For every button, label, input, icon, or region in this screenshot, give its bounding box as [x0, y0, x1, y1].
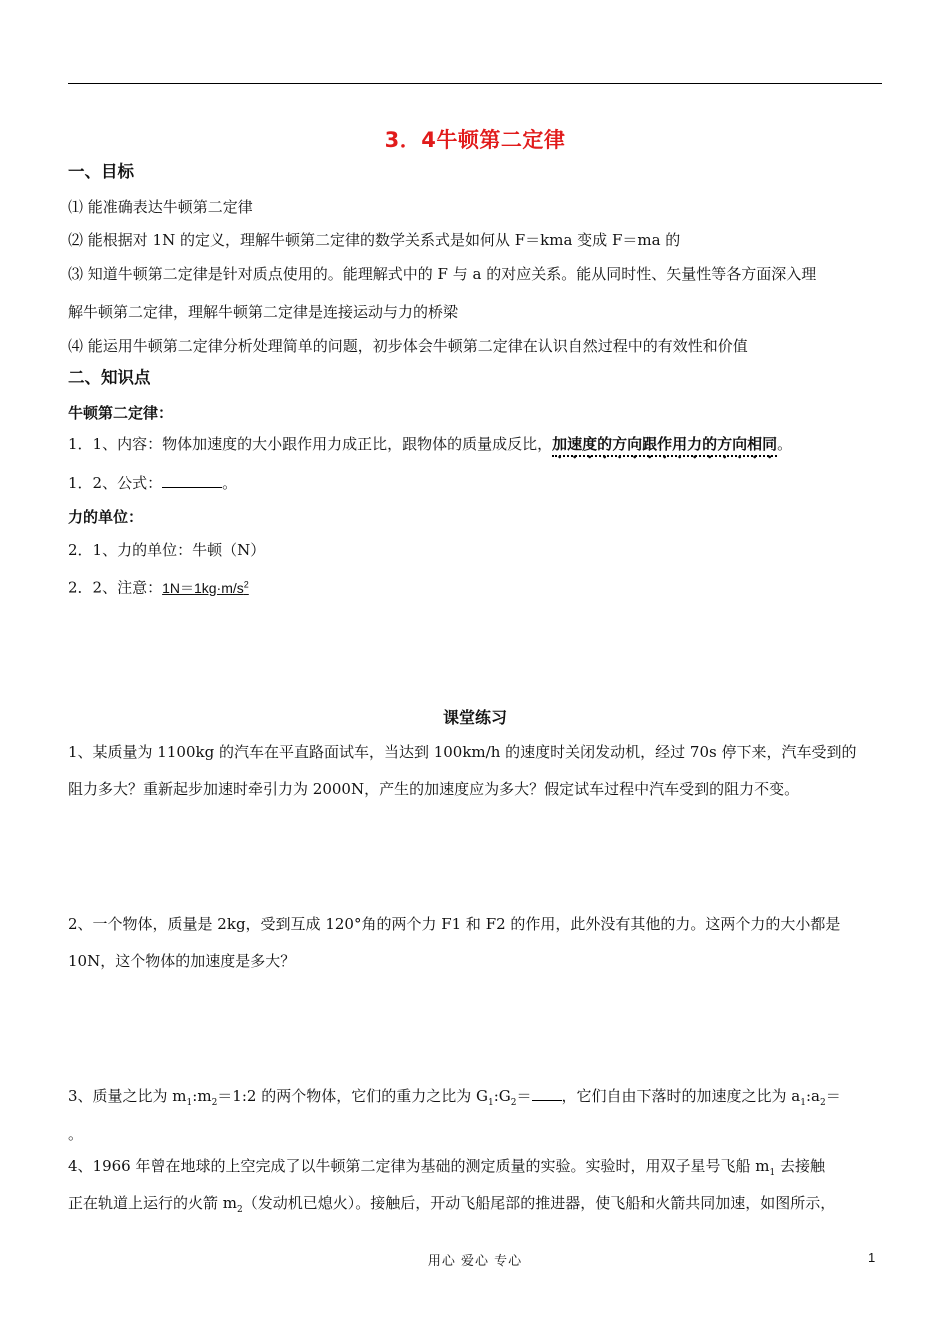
item-1-1-emphasis: 加速度的方向跟作用力的方向相同: [552, 435, 777, 457]
unit-formula-exp: 2: [243, 579, 249, 589]
goal-4: ⑷ 能运用牛顿第二定律分析处理简单的问题，初步体会牛顿第二定律在认识自然过程中的有效性和价值: [68, 337, 748, 355]
unit-formula-text: 1N＝1kg·m/s: [162, 579, 244, 596]
question-1-line-1: 1、某质量为 1100kg 的汽车在平直路面试车，当达到 100km/h 的速度时关闭发动机，经过 70s 停下来，汽车受到的: [68, 743, 857, 761]
q3-part: :a: [805, 1087, 820, 1105]
q4-sub: 1: [769, 1168, 776, 1178]
q3-part: :m: [192, 1087, 212, 1105]
q3-part: ，它们自由下落时的加速度之比为 a: [561, 1087, 801, 1105]
q3-part: 3、质量之比为 m: [68, 1087, 187, 1105]
page-footer: 用心 爱心 专心: [427, 1254, 523, 1269]
q4-part: 正在轨道上运行的火箭 m: [68, 1194, 237, 1212]
document-title: 3．4牛顿第二定律: [384, 128, 566, 152]
q4-part: 去接触: [775, 1157, 825, 1175]
question-1-line-2: 阻力多大？重新起步加速时牵引力为 2000N，产生的加速度应为多大？假定试车过程中汽车受到的阻力不变。: [68, 780, 800, 798]
item-2-1: 2．1、力的单位：牛顿（N）: [68, 541, 266, 559]
item-1-1: [68, 434, 884, 462]
question-2-line-2: 10N，这个物体的加速度是多大？: [68, 952, 296, 970]
item-2-2: [68, 574, 884, 598]
q3-part: ＝1:2 的两个物体，它们的重力之比为 G: [217, 1087, 488, 1105]
item-1-2-text: 1．2、公式：: [68, 474, 163, 492]
q3-sub: 2: [510, 1098, 517, 1108]
q3-sub: 2: [211, 1098, 218, 1108]
goal-3: ⑶ 知道牛顿第二定律是针对质点使用的。能理解式中的 F 与 a 的对应关系。能从同时性、矢量性等各方面深入理: [68, 265, 817, 283]
newton-law-heading: 牛顿第二定律：: [68, 404, 174, 422]
goal-1: ⑴ 能准确表达牛顿第二定律: [68, 198, 253, 216]
q3-sub: 2: [819, 1098, 826, 1108]
section-knowledge-heading: 二、知识点: [68, 368, 151, 387]
q3-sub: 1: [800, 1098, 806, 1108]
q4-part: （发动机已熄火）。接触后，开动飞船尾部的推进器，使飞船和火箭共同加速，如图所示，: [242, 1194, 836, 1212]
question-3-line-2: 。: [68, 1125, 84, 1143]
item-1-1-text: 1．1、内容：物体加速度的大小跟作用力成正比，跟物体的质量成反比，: [68, 435, 553, 453]
question-4-line-1: [68, 1156, 884, 1183]
q4-part: 4、1966 年曾在地球的上空完成了以牛顿第二定律为基础的测定质量的实验。实验时，用双子星号飞船 m: [68, 1157, 770, 1175]
question-2-line-1: 2、一个物体，质量是 2kg，受到互成 120°角的两个力 F1 和 F2 的作用，此外没有其他的力。这两个力的大小都是: [68, 915, 841, 933]
q3-sub: 1: [487, 1098, 494, 1108]
gravity-ratio-blank: [532, 1086, 562, 1101]
item-1-2: [68, 473, 884, 493]
formula-blank: [162, 473, 222, 488]
question-4-line-2: [68, 1193, 884, 1220]
q3-part: :G: [493, 1087, 511, 1105]
item-1-2-end: 。: [222, 474, 238, 492]
question-3-line-1: [68, 1086, 884, 1113]
q3-part: ＝: [825, 1087, 841, 1105]
goal-2: ⑵ 能根据对 1N 的定义，理解牛顿第二定律的数学关系式是如何从 F＝kma 变成 F＝ma 的: [68, 231, 681, 249]
goal-3-cont: 解牛顿第二定律，理解牛顿第二定律是连接运动与力的桥梁: [68, 303, 459, 321]
q3-part: ＝: [516, 1087, 532, 1105]
header-rule: [68, 83, 882, 84]
practice-heading: 课堂练习: [442, 708, 507, 727]
force-unit-heading: 力的单位：: [68, 508, 144, 526]
page-number: 1: [868, 1250, 876, 1265]
unit-formula: [162, 580, 249, 596]
section-goals-heading: 一、目标: [68, 162, 134, 181]
q3-sub: 1: [186, 1098, 193, 1108]
item-2-2-text: 2．2、注意：: [68, 578, 163, 597]
q4-sub: 2: [237, 1205, 243, 1215]
item-1-1-end: 。: [777, 435, 793, 453]
